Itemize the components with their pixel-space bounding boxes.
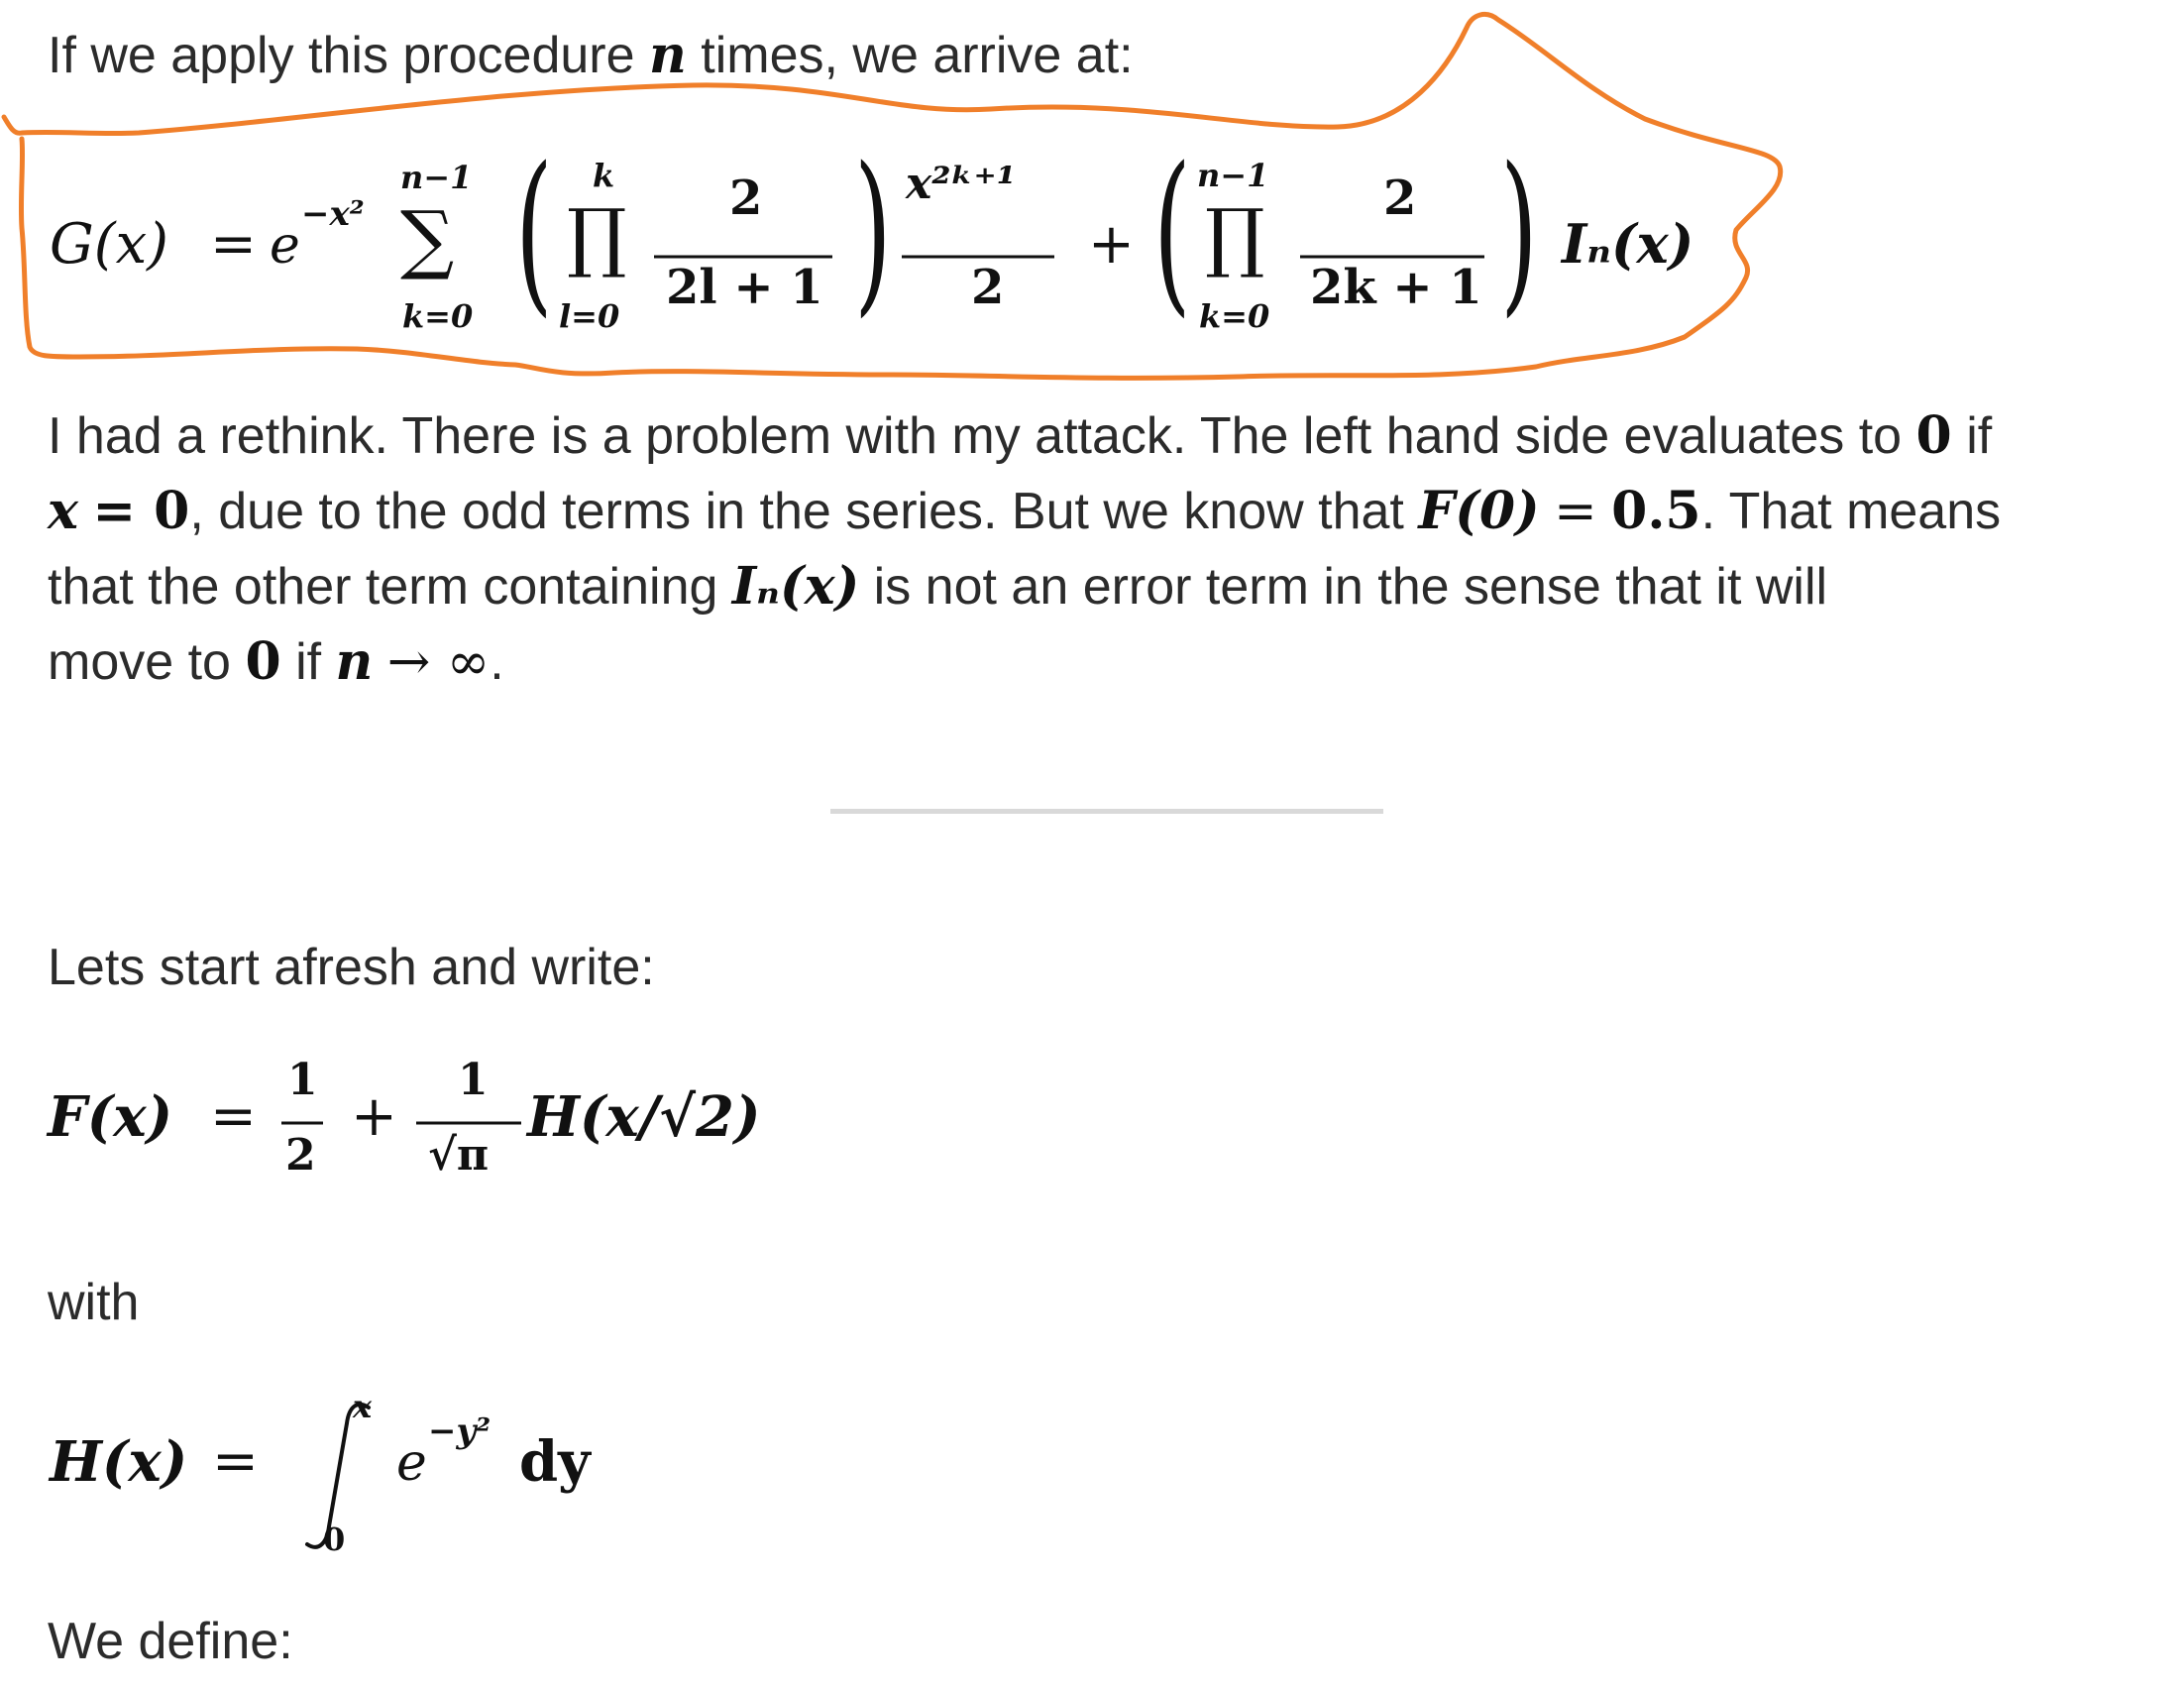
rethink-line2-eq2: = [1554,482,1597,541]
h-dy: dy [519,1429,591,1495]
rethink-line2-f0: F(0) [1418,481,1540,541]
g-prod1-lower: l=0 [559,297,620,335]
h-e: e [396,1433,427,1493]
rethink-line4-dot: . [490,633,504,691]
g-frac2-num: x²ᵏ⁺¹ [906,159,1017,209]
intro-text-after: times, we arrive at: [701,27,1134,84]
intro-var-n: n [649,25,687,85]
g-prod1-upper: k [593,157,615,194]
g-frac3-num: 2 [1383,170,1417,226]
f-rhs: H(x/√2) [527,1084,761,1150]
rethink-line3-in: Iₙ(x) [731,556,860,617]
h-equals: = [212,1429,259,1494]
g-tail: Iₙ(x) [1562,212,1694,276]
g-exp: −x² [301,194,365,234]
rethink-line3-end: is not an error term in the sense that it will [873,558,1828,616]
g-paren-open-2: ( [1153,130,1191,333]
g-prod1-symbol: ∏ [567,192,627,281]
g-e: e [270,216,300,276]
h-upper: x [353,1388,373,1425]
rethink-line2-text: , due to the odd terms in the series. But we know that [189,483,1404,540]
define-text: We define: [48,1613,293,1670]
afresh-text: Lets start afresh and write: [48,939,655,996]
g-sum-lower: k=0 [402,297,474,335]
rethink-line4-text: move to [48,633,231,691]
g-sum-symbol: ∑ [400,194,455,282]
g-equals: = [210,212,257,277]
g-plus: + [1088,212,1135,277]
g-frac3-den: 2k + 1 [1310,260,1482,315]
g-frac1-num: 2 [729,170,763,226]
rethink-line2-x: x [48,481,79,541]
rethink-line4-zero: 0 [245,631,281,692]
f-frac2-num: 1 [458,1055,489,1105]
g-lhs: G(x) [50,212,169,277]
g-prod2-symbol: ∏ [1205,192,1265,281]
rethink-line4-if: if [295,633,322,691]
rethink-line2-end: . That means [1700,483,2002,540]
g-prod2-upper: n−1 [1197,157,1269,194]
g-frac1-den: 2l + 1 [666,260,823,315]
f-frac2-den: √π [428,1130,490,1181]
rethink-line1-zero: 0 [1915,405,1952,466]
rethink-line1-if: if [1966,407,1993,465]
h-lower: 0 [323,1521,346,1558]
intro-text-before: If we apply this procedure [48,27,635,84]
g-frac2-den: 2 [971,260,1005,315]
h-lhs: H(x) [50,1429,188,1495]
with-text: with [48,1274,140,1331]
h-exp: −y² [428,1411,491,1451]
g-paren-open-1: ( [515,130,553,333]
g-paren-close-1: ) [854,130,892,333]
g-prod2-lower: k=0 [1199,297,1270,335]
rethink-line4-n: n [335,631,374,692]
f-lhs: F(x) [48,1084,173,1150]
rethink-line2-eq: = 0 [92,481,190,541]
f-plus: + [351,1084,397,1149]
f-frac1-num: 1 [287,1055,318,1105]
rethink-line2-val: 0.5 [1611,481,1701,541]
rethink-line4-arrow: → ∞ [386,632,491,692]
g-paren-close-2: ) [1500,130,1538,333]
rethink-line3-text: that the other term containing [48,558,718,616]
rethink-line1-text: I had a rethink. There is a problem with my attack. The left hand side evaluates to [48,407,1903,465]
f-equals: = [210,1084,257,1149]
g-sum-upper: n−1 [400,159,473,196]
f-frac1-den: 2 [285,1130,316,1181]
